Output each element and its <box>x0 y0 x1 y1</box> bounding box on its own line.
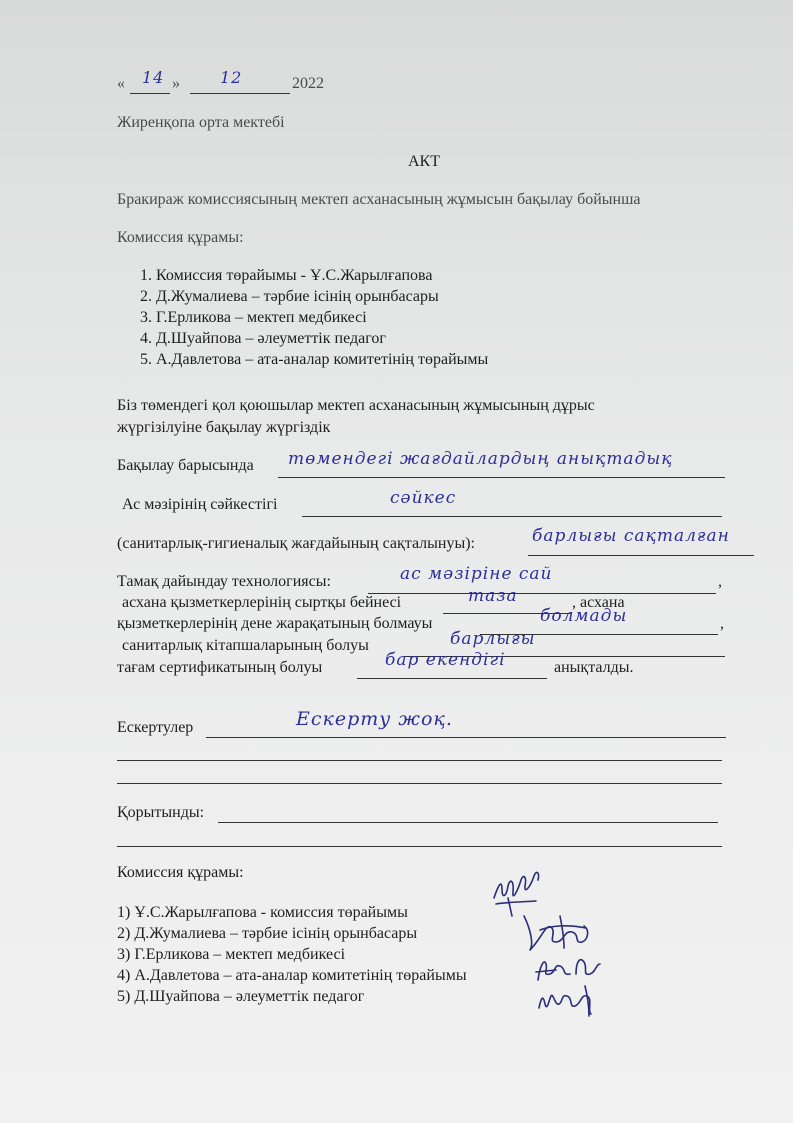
member2-item: 5) Д.Шуайпова – әлеуметтік педагог <box>117 988 365 1005</box>
member-item: 4. Д.Шуайпова – әлеуметтік педагог <box>140 330 386 347</box>
members2-list <box>117 902 467 1007</box>
commission2-heading: Комиссия құрамы: <box>117 864 244 881</box>
sanitary-underline <box>528 555 754 556</box>
school-name: Жиренқопа орта мектебі <box>117 114 285 131</box>
menu-label: Ас мәзірінің сәйкестігі <box>122 496 278 513</box>
intro-line-2: жүргізілуіне бақылау жүргіздік <box>117 419 331 436</box>
member-item: 5. А.Давлетова – ата-аналар комитетінің төрайымы <box>140 351 489 368</box>
remarks-handwritten: Ескерту жоқ. <box>296 708 453 730</box>
cert-underline <box>357 678 547 679</box>
signature-2 <box>520 908 596 954</box>
observation-underline <box>278 477 725 478</box>
appearance-label: асхана қызметкерлерінің сыртқы бейнесі <box>122 594 402 611</box>
tech-handwritten: ас мәзіріне сай <box>400 564 553 584</box>
member2-item: 3) Г.Ерликова – мектеп медбикесі <box>117 946 346 963</box>
sanitary-label: (санитарлық-гигиеналық жағдайының сақталынуы): <box>117 535 475 552</box>
appearance-tail: , асхана <box>572 594 625 611</box>
date-quote-close: » <box>172 75 180 92</box>
intro-line-1: Біз төмендегі қол қоюшылар мектеп асханасының жұмысының дұрыс <box>117 397 595 414</box>
member2-item: 1) Ұ.С.Жарылғапова - комиссия төрайымы <box>117 904 408 921</box>
member-item: 3. Г.Ерликова – мектеп медбикесі <box>140 309 367 326</box>
member-item: 2. Д.Жумалиева – тәрбие ісінің орынбасары <box>140 288 439 305</box>
cert-label: тағам сертификатының болуы <box>117 659 323 676</box>
remarks-underline <box>206 737 726 738</box>
member2-item: 2) Д.Жумалиева – тәрбие ісінің орынбасары <box>117 925 418 942</box>
date-quote-open: « <box>117 75 125 92</box>
tech-tail: , <box>718 573 722 590</box>
tech-underline <box>368 593 716 594</box>
signature-3 <box>532 952 604 986</box>
date-month-underline <box>190 93 290 94</box>
remarks-line-2 <box>117 760 722 761</box>
member-item: 1. Комиссия төрайымы - Ұ.С.Жарылғапова <box>140 267 433 284</box>
injury-tail: , <box>720 615 724 632</box>
date-year: 2022 <box>292 75 324 92</box>
books-handwritten: барлығы <box>450 629 536 649</box>
tech-label: Тамақ дайындау технологиясы: <box>117 573 331 590</box>
commission-heading: Комиссия құрамы: <box>117 229 244 246</box>
members-list <box>140 265 488 370</box>
member2-item: 4) А.Давлетова – ата-аналар комитетінің төрайымы <box>117 967 467 984</box>
books-label: санитарлық кітапшаларының болуы <box>122 637 369 654</box>
date-day-handwritten: 14 <box>142 68 165 87</box>
cert-handwritten: бар екендігі <box>385 650 506 670</box>
conclusion-line-2 <box>117 846 722 847</box>
injury-label: қызметкерлерінің дене жарақатының болмауы <box>117 615 433 632</box>
date-line <box>117 75 125 93</box>
conclusion-label: Қорытынды: <box>117 804 205 821</box>
signature-4 <box>535 982 599 1018</box>
remarks-label: Ескертулер <box>117 719 194 736</box>
menu-handwritten: сәйкес <box>390 488 457 508</box>
act-title: АКТ <box>408 153 440 170</box>
menu-underline <box>302 516 722 517</box>
conclusion-underline <box>218 822 718 823</box>
observation-label: Бақылау барысында <box>117 457 254 474</box>
act-subject: Бракираж комиссиясының мектеп асханасының жұмысын бақылау бойынша <box>117 191 641 208</box>
remarks-line-3 <box>117 783 722 784</box>
date-day-underline <box>130 93 170 94</box>
sanitary-handwritten: барлығы сақталған <box>532 526 730 546</box>
injury-handwritten: болмады <box>540 606 628 626</box>
observation-handwritten: төмендегі жағдайлардың анықтадық <box>288 449 673 469</box>
cert-tail: анықталды. <box>554 659 634 676</box>
date-month-handwritten: 12 <box>220 68 243 87</box>
appearance-handwritten: таза <box>468 586 518 606</box>
